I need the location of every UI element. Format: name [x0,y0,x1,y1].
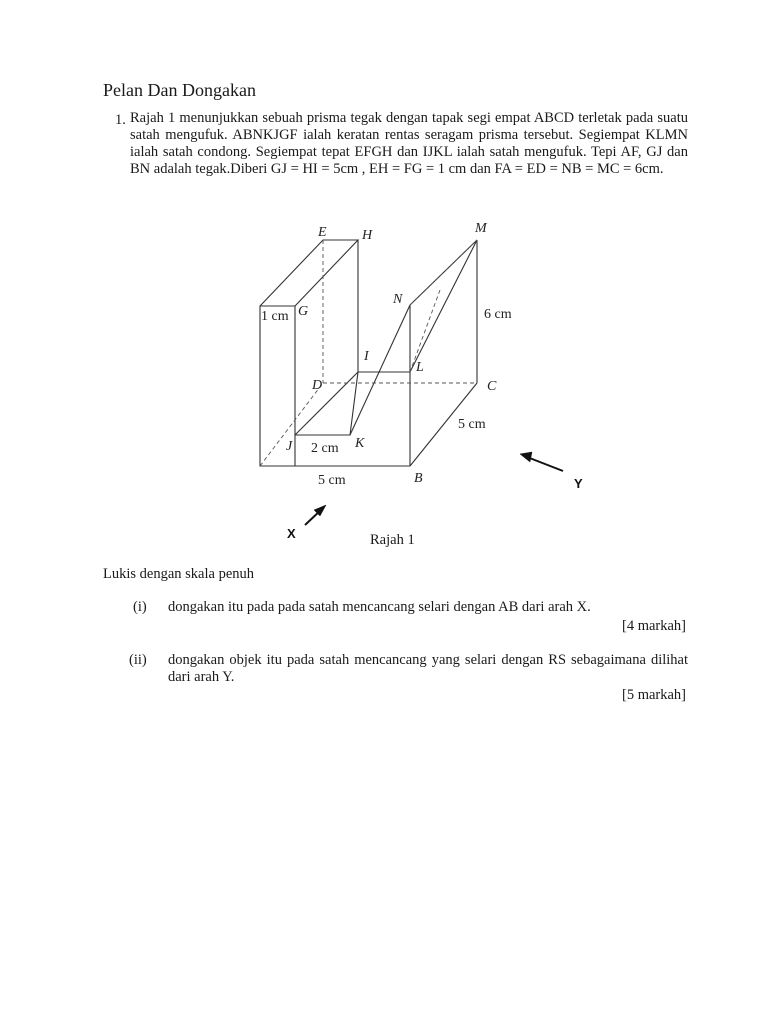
arrow-x [305,505,326,525]
dim-depth: 5 cm [458,417,486,432]
dim-base-width: 5 cm [318,473,346,488]
edge-kn [350,305,410,435]
edge-lm [410,240,477,372]
part-ii-marks: [5 markah] [621,687,686,703]
label-h: H [362,228,373,243]
label-l: L [416,360,424,375]
label-m: M [475,221,487,236]
label-j: J [286,439,293,454]
arrow-x-label: X [287,526,296,541]
label-e: E [318,225,327,240]
label-g: G [298,304,309,319]
part-ii-number: (ii) [129,652,147,668]
instruction-text: Lukis dengan skala penuh [103,566,255,582]
part-i-marks: [4 markah] [621,618,686,634]
floor-diag [295,372,358,435]
label-n: N [393,292,403,307]
dim-jk-width: 2 cm [311,441,339,456]
section-title: Pelan Dan Dongakan [103,80,256,100]
label-i: I [364,349,369,364]
figure-caption: Rajah 1 [370,532,415,548]
arrow-y [520,452,563,471]
label-d: D [312,378,323,393]
part-ii-text: dongakan objek itu pada satah mencancang yang selari dengan RS sebagaimana dilihat dari arah Y. [168,652,688,685]
dim-eh-width: 1 cm [261,309,289,324]
part-i-text: dongakan itu pada pada satah mencancang selari dengan AB dari arah X. [168,599,591,615]
label-b: B [414,471,423,486]
arrow-y-label: Y [574,476,583,491]
left-slab-top [260,240,358,306]
question-number: 1. [115,112,126,128]
part-i-number: (i) [133,599,147,615]
label-c: C [487,379,497,394]
label-k: K [355,436,365,451]
dim-height: 6 cm [484,307,512,322]
question-text: Rajah 1 menunjukkan sebuah prisma tegak dengan tapak segi empat ABCD terletak pada suatu satah mengufuk. ABNKJGF ialah keratan rentas seragam prisma tersebut. Segiempat KLMN ialah satah condong. Segiempat tepat EFGH dan IJKL ialah satah mengufuk. Tepi AF, GJ dan BN adalah tegak.Diberi GJ = HI = 5cm , EH = FG = 1 cm dan FA = ED = NB = MC = 6cm. [130,110,688,177]
